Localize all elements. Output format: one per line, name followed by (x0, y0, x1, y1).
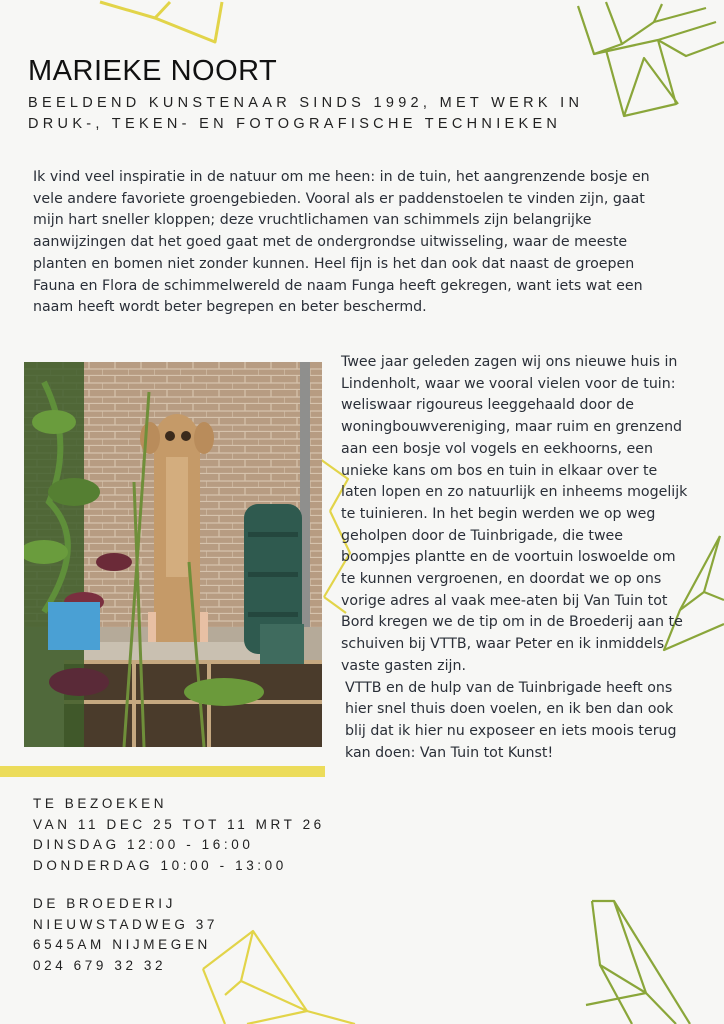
artist-subtitle (28, 93, 628, 135)
visit-hours-tuesday: DINSDAG 12:00 - 16:00 (33, 837, 254, 852)
origami-deco-top-left (95, 0, 235, 50)
origami-deco-bottom-center (195, 925, 365, 1024)
visit-info (33, 794, 325, 876)
origami-deco-bottom-right (580, 895, 724, 1024)
artist-name: MARIEKE NOORT (28, 55, 278, 87)
location-street: NIEUWSTADWEG 37 (33, 916, 219, 932)
intro-paragraph: Ik vind veel inspiratie in de natuur om me heen: in de tuin, het aangrenzende bosje en vele andere favoriete groengebieden. Vooral als er paddenstoelen te vinden zijn, gaat mijn hart sneller kloppen; deze vruchtlichamen van schimmels zijn belangrijke aanwijzingen dat het goed gaat met de ondergrondse uitwisseling, waar de meeste planten en bomen niet zonder kunnen. Heel fijn is het dan ook dat naast de groepen Fauna en Flora de schimmelwereld de naam Funga heeft gekregen, want iets wat een naam heeft wordt beter begrepen en beter beschermd. (33, 169, 650, 316)
location-phone: 024 679 32 32 (33, 957, 167, 973)
location-info (33, 894, 218, 976)
location-city: 6545AM NIJMEGEN (33, 937, 211, 952)
subtitle-line-1: BEELDEND KUNSTENAAR SINDS 1992, MET WERK IN (28, 95, 584, 111)
garden-photo (24, 362, 322, 747)
story-paragraph-2: VTTB en de hulp van de Tuinbrigade heeft ons hier snel thuis doen voelen, en ik ben dan ook blij dat ik hier nu exposeer en iets moois terug kan doen: Van Tuin tot Kunst! (345, 679, 677, 761)
visit-hours-thursday: DONDERDAG 10:00 - 13:00 (33, 857, 287, 873)
location-name: DE BROEDERIJ (33, 896, 176, 911)
visit-dates: VAN 11 DEC 25 TOT 11 MRT 26 (33, 816, 325, 832)
story-paragraph-1: Twee jaar geleden zagen wij ons nieuwe huis in Lindenholt, waar we vooral vielen voor de tuin: weliswaar rigoureus leeggehaald door de woningbouwvereniging, maar ruim en grenzend aan een bosje vol vogels en eekhoorns, een unieke kans om bos en tuin in elkaar over te laten lopen en zo natuurlijk en inheems mogelijk te tuinieren. In het begin werden we op weg geholpen door de Tuinbrigade, die twee boompjes plantte en de voortuin loswoelde om te kunnen vergroenen, en doordat we op ons vorige adres al vaak mee-aten bij Van Tuin tot Bord kregen we de tip om in de Broederij aan te schuiven bij VTTB, waar Peter en ik inmiddels vaste gasten zijn. (341, 354, 688, 674)
story-text (341, 352, 693, 764)
accent-bar (0, 766, 325, 777)
visit-heading: TE BEZOEKEN (33, 796, 168, 811)
subtitle-line-2: DRUK-, TEKEN- EN FOTOGRAFISCHE TECHNIEKEN (28, 116, 562, 132)
